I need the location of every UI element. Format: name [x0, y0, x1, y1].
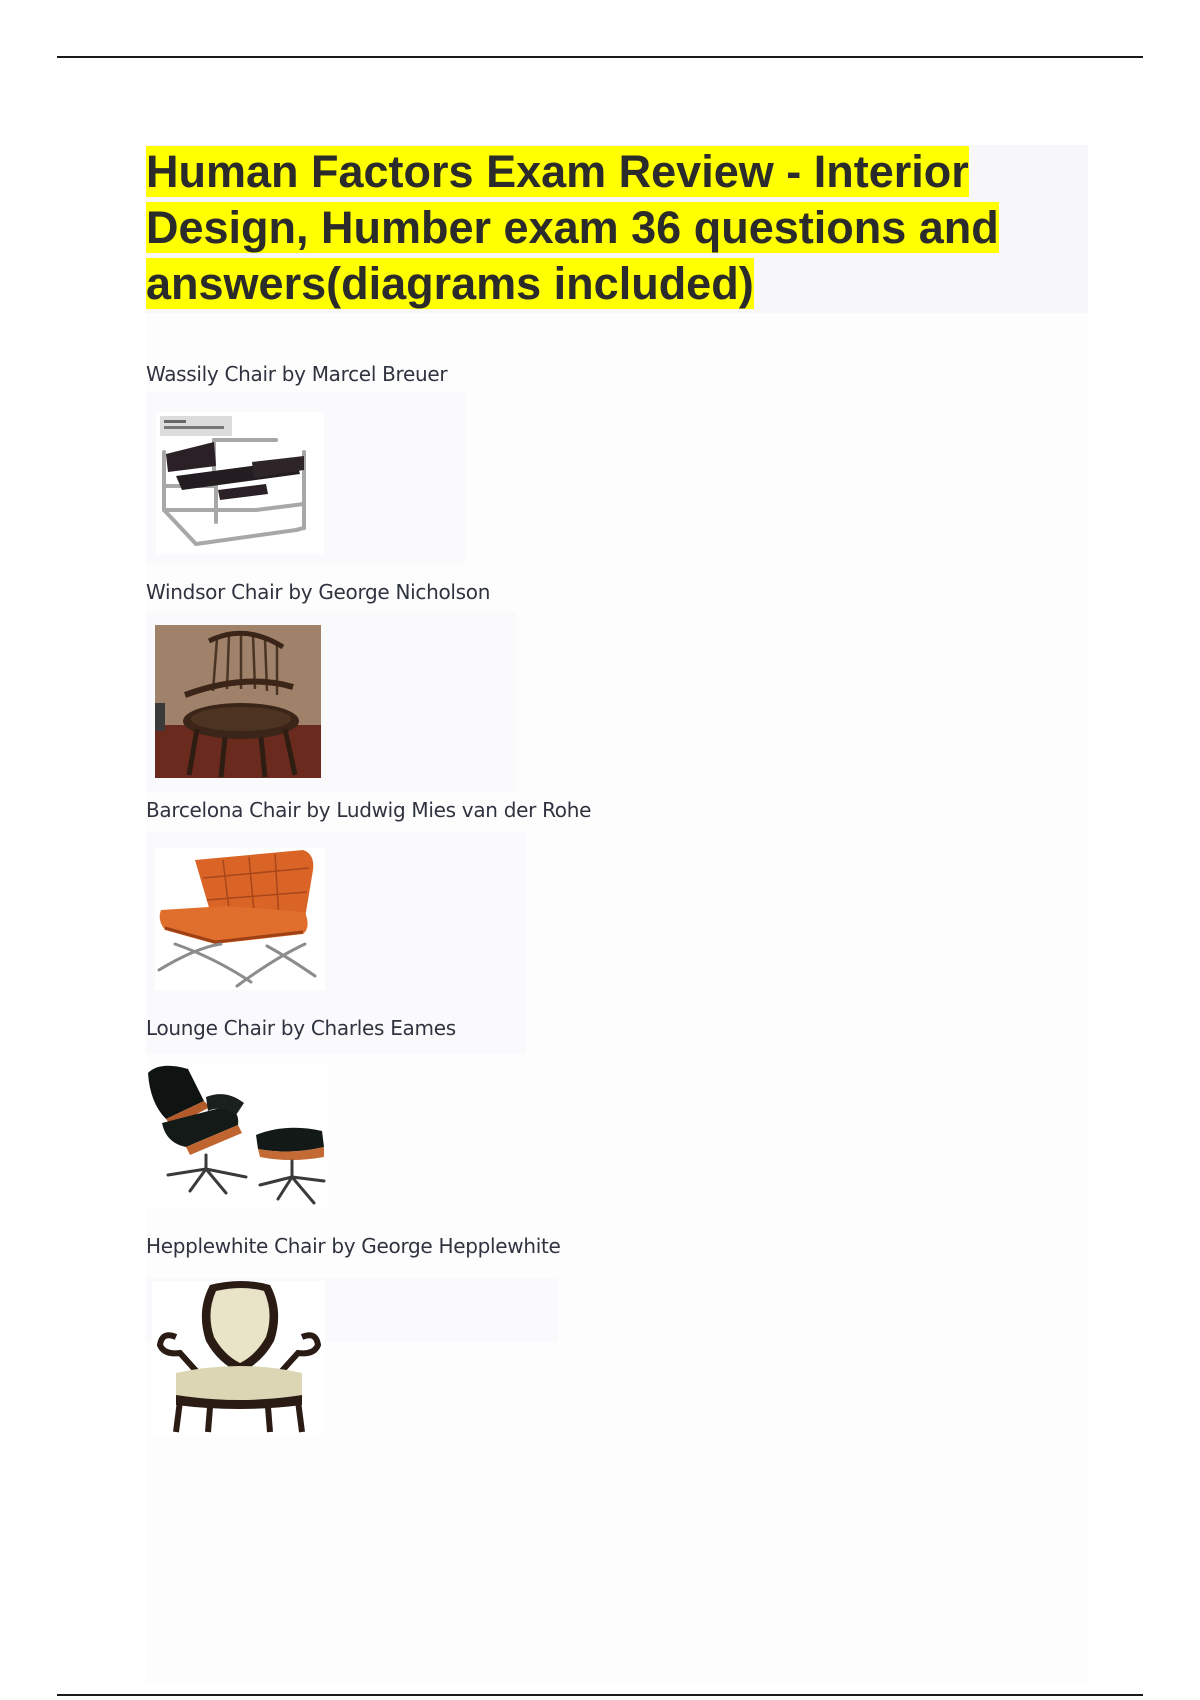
caption-windsor-chair: Windsor Chair by George Nicholson: [146, 580, 491, 604]
caption-lounge-chair: Lounge Chair by Charles Eames: [146, 1016, 456, 1040]
caption-barcelona-chair: Barcelona Chair by Ludwig Mies van der Rohe: [146, 798, 592, 822]
barcelona-chair-photo: [155, 848, 325, 990]
caption-wassily-chair: Wassily Chair by Marcel Breuer: [146, 362, 448, 386]
lounge-chair-photo: [146, 1063, 328, 1208]
bottom-rule: [57, 1694, 1143, 1696]
hepplewhite-chair-photo: [152, 1281, 325, 1434]
caption-hepplewhite-chair: Hepplewhite Chair by George Hepplewhite: [146, 1234, 561, 1258]
windsor-chair-photo: [155, 625, 321, 778]
top-rule: [57, 56, 1143, 58]
wassily-chair-photo: [156, 412, 324, 554]
document-title: Human Factors Exam Review - Interior Design, Humber exam 36 questions and answers(diagrams included): [146, 146, 999, 309]
